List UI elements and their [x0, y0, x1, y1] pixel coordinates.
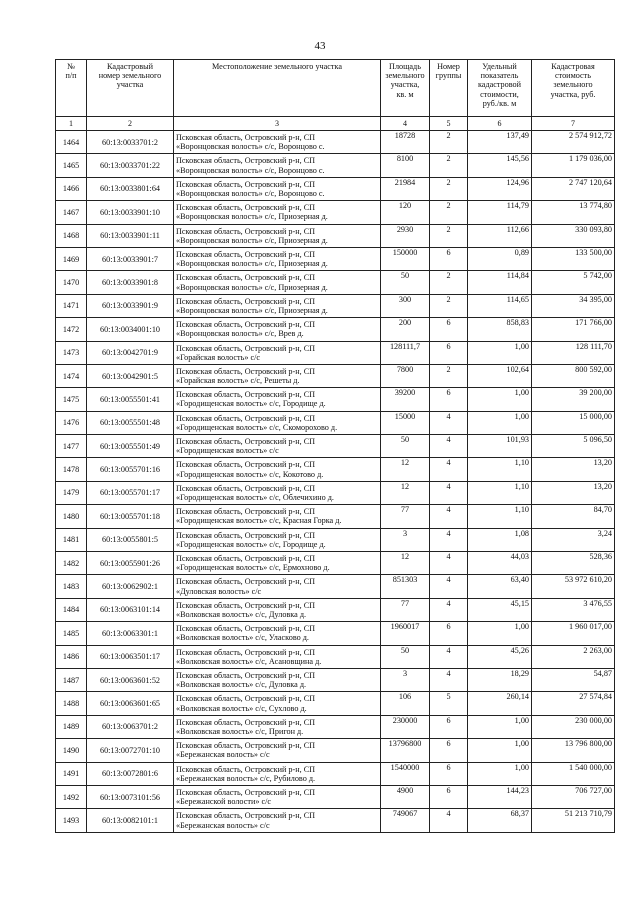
table-row	[56, 645, 615, 668]
column-number: 2	[87, 117, 174, 131]
unit-cadastral-value: 1,00	[468, 411, 532, 434]
unit-cadastral-value: 1,00	[468, 388, 532, 411]
plot-area: 8100	[381, 154, 430, 177]
group-number: 6	[430, 622, 468, 645]
cadastral-value: 27 574,84	[532, 692, 615, 715]
row-number: 1466	[56, 177, 87, 200]
cadastral-value: 706 727,00	[532, 785, 615, 808]
plot-area: 851303	[381, 575, 430, 598]
plot-location: Псковская область, Островский р-н, СП «Городищенская волость» с/с, Красная Горка д.	[174, 505, 381, 528]
cadastral-number: 60:13:0082101:1	[87, 809, 174, 832]
cadastral-number: 60:13:0033901:11	[87, 224, 174, 247]
cadastral-number: 60:13:0072701:10	[87, 739, 174, 762]
group-number: 4	[430, 411, 468, 434]
cadastral-value: 54,87	[532, 668, 615, 691]
plot-area: 18728	[381, 131, 430, 154]
table-row	[56, 785, 615, 808]
unit-cadastral-value: 260,14	[468, 692, 532, 715]
row-number: 1478	[56, 458, 87, 481]
row-number: 1480	[56, 505, 87, 528]
unit-cadastral-value: 1,10	[468, 505, 532, 528]
plot-location: Псковская область, Островский р-н, СП «Воронцовская волость» с/с, Приозерная д.	[174, 247, 381, 270]
plot-location: Псковская область, Островский р-н, СП «Горайская волость» с/с, Решеты д.	[174, 364, 381, 387]
plot-area: 50	[381, 271, 430, 294]
row-number: 1474	[56, 364, 87, 387]
column-number: 6	[468, 117, 532, 131]
group-number: 2	[430, 201, 468, 224]
group-number: 4	[430, 528, 468, 551]
plot-location: Псковская область, Островский р-н, СП «Воронцовская волость» с/с, Врев д.	[174, 318, 381, 341]
plot-location: Псковская область, Островский р-н, СП «Воронцовская волость» с/с, Воронцово с.	[174, 131, 381, 154]
row-number: 1481	[56, 528, 87, 551]
cadastral-value: 133 500,00	[532, 247, 615, 270]
cadastral-number: 60:13:0034001:10	[87, 318, 174, 341]
plot-location: Псковская область, Островский р-н, СП «Бережанская волость» с/с, Рубилово д.	[174, 762, 381, 785]
table-row	[56, 692, 615, 715]
group-number: 4	[430, 809, 468, 832]
row-number: 1487	[56, 668, 87, 691]
group-number: 2	[430, 154, 468, 177]
row-number: 1493	[56, 809, 87, 832]
header-location: Местоположение земельного участка	[174, 60, 381, 117]
plot-area: 120	[381, 201, 430, 224]
row-number: 1492	[56, 785, 87, 808]
unit-cadastral-value: 124,96	[468, 177, 532, 200]
cadastral-value: 13,20	[532, 458, 615, 481]
plot-area: 150000	[381, 247, 430, 270]
unit-cadastral-value: 45,15	[468, 598, 532, 621]
cadastral-number: 60:13:0033901:10	[87, 201, 174, 224]
plot-area: 749067	[381, 809, 430, 832]
plot-area: 21984	[381, 177, 430, 200]
table-row	[56, 201, 615, 224]
cadastral-value: 1 179 036,00	[532, 154, 615, 177]
plot-location: Псковская область, Островский р-н, СП «Бережанской волости» с/с	[174, 785, 381, 808]
group-number: 6	[430, 247, 468, 270]
group-number: 2	[430, 131, 468, 154]
plot-area: 1540000	[381, 762, 430, 785]
row-number: 1486	[56, 645, 87, 668]
plot-location: Псковская область, Островский р-н, СП «Дуловская волость» с/с	[174, 575, 381, 598]
unit-cadastral-value: 112,66	[468, 224, 532, 247]
table-row	[56, 318, 615, 341]
cadastral-value: 84,70	[532, 505, 615, 528]
group-number: 6	[430, 318, 468, 341]
table-row	[56, 294, 615, 317]
plot-location: Псковская область, Островский р-н, СП «Городищенская волость» с/с, Городище д.	[174, 528, 381, 551]
land-plots-table	[55, 59, 615, 833]
plot-area: 4900	[381, 785, 430, 808]
unit-cadastral-value: 114,65	[468, 294, 532, 317]
table-row	[56, 739, 615, 762]
row-number: 1468	[56, 224, 87, 247]
table-row	[56, 177, 615, 200]
group-number: 4	[430, 575, 468, 598]
plot-area: 1960017	[381, 622, 430, 645]
group-number: 4	[430, 505, 468, 528]
cadastral-value: 2 747 120,64	[532, 177, 615, 200]
row-number: 1489	[56, 715, 87, 738]
unit-cadastral-value: 63,40	[468, 575, 532, 598]
plot-area: 230000	[381, 715, 430, 738]
cadastral-number: 60:13:0055801:5	[87, 528, 174, 551]
plot-area: 3	[381, 668, 430, 691]
table-row	[56, 435, 615, 458]
plot-location: Псковская область, Островский р-н, СП «Бережанская волость» с/с	[174, 739, 381, 762]
plot-location: Псковская область, Островский р-н, СП «Городищенская волость» с/с, Кокотово д.	[174, 458, 381, 481]
group-number: 6	[430, 762, 468, 785]
cadastral-number: 60:13:0055701:17	[87, 481, 174, 504]
cadastral-value: 13,20	[532, 481, 615, 504]
plot-location: Псковская область, Островский р-н, СП «Городищенская волость» с/с, Городище д.	[174, 388, 381, 411]
group-number: 2	[430, 294, 468, 317]
group-number: 6	[430, 785, 468, 808]
group-number: 4	[430, 598, 468, 621]
unit-cadastral-value: 1,00	[468, 762, 532, 785]
cadastral-number: 60:13:0055701:16	[87, 458, 174, 481]
table-body	[56, 131, 615, 833]
unit-cadastral-value: 137,49	[468, 131, 532, 154]
cadastral-number: 60:13:0063701:2	[87, 715, 174, 738]
row-number: 1483	[56, 575, 87, 598]
table-row	[56, 575, 615, 598]
unit-cadastral-value: 45,26	[468, 645, 532, 668]
cadastral-number: 60:13:0033901:8	[87, 271, 174, 294]
plot-location: Псковская область, Островский р-н, СП «Городищенская волость» с/с, Облечихино д.	[174, 481, 381, 504]
row-number: 1469	[56, 247, 87, 270]
table-row	[56, 154, 615, 177]
plot-area: 2930	[381, 224, 430, 247]
table-row	[56, 271, 615, 294]
plot-area: 39200	[381, 388, 430, 411]
plot-area: 13796800	[381, 739, 430, 762]
row-number: 1482	[56, 552, 87, 575]
table-row	[56, 505, 615, 528]
plot-area: 77	[381, 598, 430, 621]
unit-cadastral-value: 44,03	[468, 552, 532, 575]
cadastral-number: 60:13:0033801:64	[87, 177, 174, 200]
group-number: 2	[430, 224, 468, 247]
unit-cadastral-value: 1,08	[468, 528, 532, 551]
row-number: 1472	[56, 318, 87, 341]
group-number: 4	[430, 645, 468, 668]
cadastral-number: 60:13:0072801:6	[87, 762, 174, 785]
group-number: 4	[430, 552, 468, 575]
cadastral-value: 1 540 000,00	[532, 762, 615, 785]
plot-location: Псковская область, Островский р-н, СП «Городищенская волость» с/с, Ермохново д.	[174, 552, 381, 575]
group-number: 2	[430, 364, 468, 387]
plot-location: Псковская область, Островский р-н, СП «Воронцовская волость» с/с, Воронцово с.	[174, 154, 381, 177]
cadastral-number: 60:13:0063601:65	[87, 692, 174, 715]
column-number: 3	[174, 117, 381, 131]
column-number-row	[56, 117, 615, 131]
plot-location: Псковская область, Островский р-н, СП «Воронцовская волость» с/с, Приозерная д.	[174, 271, 381, 294]
table-row	[56, 224, 615, 247]
unit-cadastral-value: 1,10	[468, 458, 532, 481]
row-number: 1475	[56, 388, 87, 411]
group-number: 6	[430, 739, 468, 762]
cadastral-number: 60:13:0063601:52	[87, 668, 174, 691]
unit-cadastral-value: 144,23	[468, 785, 532, 808]
cadastral-number: 60:13:0063301:1	[87, 622, 174, 645]
table-row	[56, 364, 615, 387]
row-number: 1471	[56, 294, 87, 317]
cadastral-value: 13 774,80	[532, 201, 615, 224]
table-row	[56, 411, 615, 434]
cadastral-number: 60:13:0063101:14	[87, 598, 174, 621]
table-row	[56, 809, 615, 832]
column-number: 1	[56, 117, 87, 131]
plot-location: Псковская область, Островский р-н, СП «Воронцовская волость» с/с, Приозерная д.	[174, 294, 381, 317]
cadastral-value: 330 093,80	[532, 224, 615, 247]
unit-cadastral-value: 101,93	[468, 435, 532, 458]
table-row	[56, 481, 615, 504]
plot-area: 15000	[381, 411, 430, 434]
cadastral-value: 1 960 017,00	[532, 622, 615, 645]
column-number: 4	[381, 117, 430, 131]
cadastral-value: 5 096,50	[532, 435, 615, 458]
cadastral-number: 60:13:0062902:1	[87, 575, 174, 598]
cadastral-number: 60:13:0055901:26	[87, 552, 174, 575]
plot-location: Псковская область, Островский р-н, СП «Волковская волость» с/с, Уласково д.	[174, 622, 381, 645]
row-number: 1491	[56, 762, 87, 785]
plot-location: Псковская область, Островский р-н, СП «Городищенская волость» с/с	[174, 435, 381, 458]
cadastral-value: 34 395,00	[532, 294, 615, 317]
unit-cadastral-value: 114,84	[468, 271, 532, 294]
group-number: 4	[430, 481, 468, 504]
group-number: 5	[430, 692, 468, 715]
column-number: 7	[532, 117, 615, 131]
row-number: 1477	[56, 435, 87, 458]
table-row	[56, 622, 615, 645]
table-row	[56, 528, 615, 551]
cadastral-value: 3,24	[532, 528, 615, 551]
plot-location: Псковская область, Островский р-н, СП «Волковская волость» с/с, Пригон д.	[174, 715, 381, 738]
page-number: 43	[314, 40, 326, 52]
row-number: 1479	[56, 481, 87, 504]
plot-area: 200	[381, 318, 430, 341]
cadastral-value: 128 111,70	[532, 341, 615, 364]
cadastral-value: 3 476,55	[532, 598, 615, 621]
unit-cadastral-value: 0,89	[468, 247, 532, 270]
row-number: 1488	[56, 692, 87, 715]
column-number: 5	[430, 117, 468, 131]
cadastral-value: 51 213 710,79	[532, 809, 615, 832]
cadastral-number: 60:13:0042701:9	[87, 341, 174, 364]
cadastral-value: 2 263,00	[532, 645, 615, 668]
plot-area: 12	[381, 481, 430, 504]
cadastral-number: 60:13:0055701:18	[87, 505, 174, 528]
cadastral-value: 13 796 800,00	[532, 739, 615, 762]
table-row	[56, 668, 615, 691]
row-number: 1473	[56, 341, 87, 364]
unit-cadastral-value: 1,00	[468, 739, 532, 762]
table-row	[56, 762, 615, 785]
table-row	[56, 552, 615, 575]
plot-area: 3	[381, 528, 430, 551]
plot-location: Псковская область, Островский р-н, СП «Бережанская волость» с/с	[174, 809, 381, 832]
group-number: 6	[430, 715, 468, 738]
group-number: 2	[430, 271, 468, 294]
cadastral-value: 5 742,00	[532, 271, 615, 294]
plot-area: 300	[381, 294, 430, 317]
header-area: Площадь земельного участка, кв. м	[381, 60, 430, 117]
plot-location: Псковская область, Островский р-н, СП «Волковская волость» с/с, Дуловка д.	[174, 668, 381, 691]
cadastral-number: 60:13:0033901:9	[87, 294, 174, 317]
cadastral-number: 60:13:0055501:49	[87, 435, 174, 458]
cadastral-number: 60:13:0033701:22	[87, 154, 174, 177]
unit-cadastral-value: 102,64	[468, 364, 532, 387]
plot-location: Псковская область, Островский р-н, СП «Волковская волость» с/с, Асановщина д.	[174, 645, 381, 668]
table-row	[56, 715, 615, 738]
header-cadastral: Кадастровый номер земельного участка	[87, 60, 174, 117]
cadastral-value: 171 766,00	[532, 318, 615, 341]
group-number: 6	[430, 341, 468, 364]
table-row	[56, 341, 615, 364]
plot-area: 12	[381, 458, 430, 481]
header-row	[56, 60, 615, 117]
unit-cadastral-value: 145,56	[468, 154, 532, 177]
plot-area: 12	[381, 552, 430, 575]
cadastral-value: 2 574 912,72	[532, 131, 615, 154]
group-number: 4	[430, 458, 468, 481]
cadastral-number: 60:13:0033901:7	[87, 247, 174, 270]
plot-area: 128111,7	[381, 341, 430, 364]
table-row	[56, 598, 615, 621]
cadastral-value: 39 200,00	[532, 388, 615, 411]
header-group: Номер группы	[430, 60, 468, 117]
cadastral-value: 53 972 610,20	[532, 575, 615, 598]
unit-cadastral-value: 858,83	[468, 318, 532, 341]
header-cost: Кадастровая стоимость земельного участка, руб.	[532, 60, 615, 117]
unit-cadastral-value: 1,00	[468, 622, 532, 645]
table-row	[56, 458, 615, 481]
plot-location: Псковская область, Островский р-н, СП «Воронцовская волость» с/с, Воронцово с.	[174, 177, 381, 200]
plot-area: 50	[381, 645, 430, 668]
row-number: 1485	[56, 622, 87, 645]
plot-location: Псковская область, Островский р-н, СП «Горайская волость» с/с	[174, 341, 381, 364]
header-price: Удельный показатель кадастровой стоимости, руб./кв. м	[468, 60, 532, 117]
cadastral-number: 60:13:0033701:2	[87, 131, 174, 154]
unit-cadastral-value: 18,29	[468, 668, 532, 691]
group-number: 6	[430, 388, 468, 411]
row-number: 1467	[56, 201, 87, 224]
cadastral-number: 60:13:0063501:17	[87, 645, 174, 668]
row-number: 1484	[56, 598, 87, 621]
cadastral-value: 528,36	[532, 552, 615, 575]
plot-location: Псковская область, Островский р-н, СП «Воронцовская волость» с/с, Приозерная д.	[174, 224, 381, 247]
group-number: 4	[430, 435, 468, 458]
cadastral-value: 15 000,00	[532, 411, 615, 434]
group-number: 4	[430, 668, 468, 691]
cadastral-value: 230 000,00	[532, 715, 615, 738]
row-number: 1490	[56, 739, 87, 762]
row-number: 1470	[56, 271, 87, 294]
table-row	[56, 131, 615, 154]
unit-cadastral-value: 68,37	[468, 809, 532, 832]
plot-location: Псковская область, Островский р-н, СП «Городищенская волость» с/с, Скоморохово д.	[174, 411, 381, 434]
unit-cadastral-value: 1,00	[468, 341, 532, 364]
row-number: 1465	[56, 154, 87, 177]
table-row	[56, 247, 615, 270]
row-number: 1464	[56, 131, 87, 154]
group-number: 2	[430, 177, 468, 200]
cadastral-number: 60:13:0055501:41	[87, 388, 174, 411]
plot-area: 7800	[381, 364, 430, 387]
plot-location: Псковская область, Островский р-н, СП «Волковская волость» с/с, Дуловка д.	[174, 598, 381, 621]
cadastral-number: 60:13:0042901:5	[87, 364, 174, 387]
unit-cadastral-value: 1,10	[468, 481, 532, 504]
cadastral-number: 60:13:0073101:56	[87, 785, 174, 808]
plot-area: 106	[381, 692, 430, 715]
plot-location: Псковская область, Островский р-н, СП «Воронцовская волость» с/с, Приозерная д.	[174, 201, 381, 224]
header-num: № п/п	[56, 60, 87, 117]
cadastral-number: 60:13:0055501:48	[87, 411, 174, 434]
plot-area: 50	[381, 435, 430, 458]
cadastral-value: 800 592,00	[532, 364, 615, 387]
row-number: 1476	[56, 411, 87, 434]
plot-area: 77	[381, 505, 430, 528]
table-row	[56, 388, 615, 411]
unit-cadastral-value: 1,00	[468, 715, 532, 738]
unit-cadastral-value: 114,79	[468, 201, 532, 224]
plot-location: Псковская область, Островский р-н, СП «Волковская волость» с/с, Сухлово д.	[174, 692, 381, 715]
